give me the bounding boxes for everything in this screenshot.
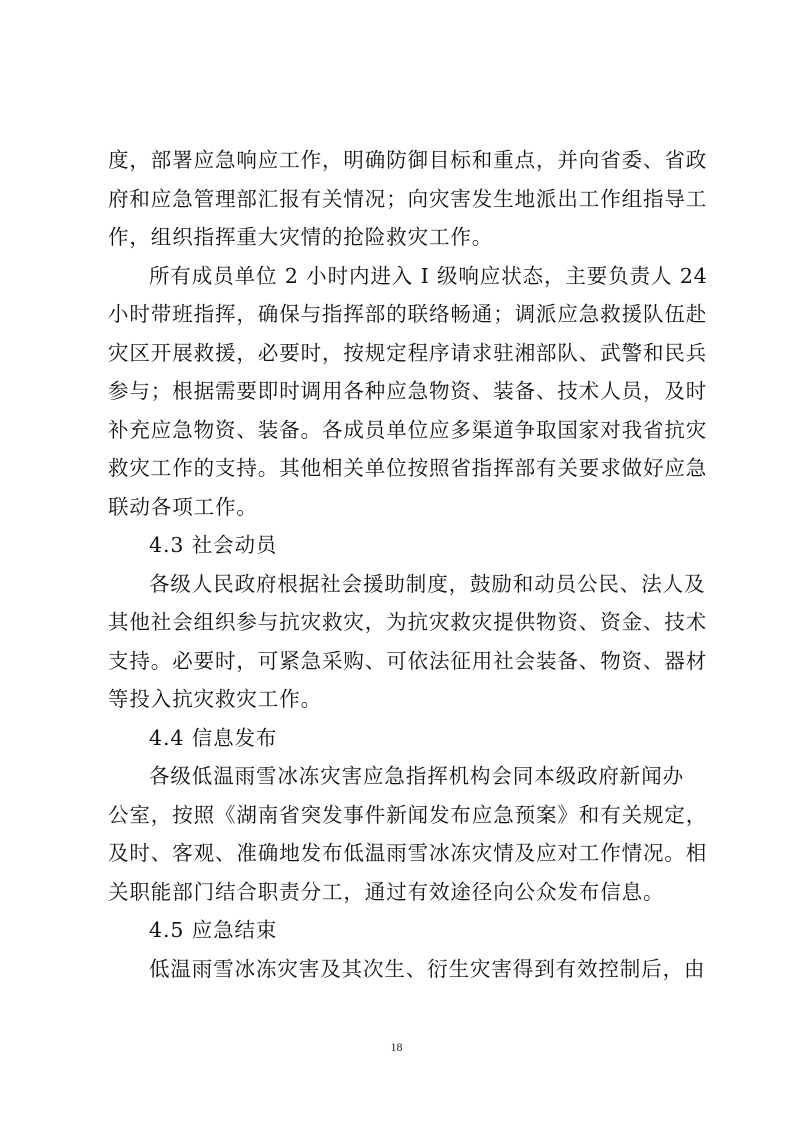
body-text-line: 各级人民政府根据社会援助制度，鼓励和动员公民、法人及	[149, 571, 706, 596]
body-text-line: 所有成员单位 2 小时内进入 Ⅰ 级响应状态，主要负责人 24	[149, 263, 708, 288]
section-heading: 4.3 社会动员	[149, 533, 278, 557]
body-text-line: 补充应急物资、装备。各成员单位应多渠道争取国家对我省抗灾	[108, 417, 708, 442]
body-text-line: 府和应急管理部汇报有关情况；向灾害发生地派出工作组指导工	[108, 186, 708, 211]
body-text-line: 其他社会组织参与抗灾救灾，为抗灾救灾提供物资、资金、技术	[108, 610, 708, 634]
body-text-line: 参与；根据需要即时调用各种应急物资、装备、技术人员，及时	[108, 379, 708, 403]
body-text-line: 度，部署应急响应工作，明确防御目标和重点，并向省委、省政	[108, 148, 708, 172]
body-text-line: 低温雨雪冰冻灾害及其次生、衍生灾害得到有效控制后，由	[149, 956, 706, 981]
body-text-line: 支持。必要时，可紧急采购、可依法征用社会装备、物资、器材	[108, 648, 708, 673]
page-number: 18	[390, 1040, 403, 1054]
body-text-line: 灾区开展救援，必要时，按规定程序请求驻湘部队、武警和民兵	[108, 340, 708, 365]
body-text-line: 作，组织指挥重大灾情的抢险救灾工作。	[108, 225, 494, 249]
body-text-line: 救灾工作的支持。其他相关单位按照省指挥部有关要求做好应急	[108, 456, 708, 480]
document-body	[108, 141, 708, 988]
body-text-line: 关职能部门结合职责分工，通过有效途径向公众发布信息。	[108, 879, 665, 904]
section-heading: 4.4 信息发布	[149, 725, 278, 750]
body-text-line: 小时带班指挥，确保与指挥部的联络畅通；调派应急救援队伍赴	[108, 302, 708, 326]
body-text-line: 等投入抗灾救灾工作。	[108, 687, 322, 711]
body-text-line: 各级低温雨雪冰冻灾害应急指挥机构会同本级政府新闻办	[149, 764, 684, 788]
body-text-line: 公室，按照《湖南省突发事件新闻发布应急预案》和有关规定，	[108, 802, 708, 827]
section-heading: 4.5 应急结束	[149, 918, 278, 942]
body-text-line: 及时、客观、准确地发布低温雨雪冰冻灾情及应对工作情况。相	[108, 841, 708, 865]
body-text-line: 联动各项工作。	[108, 494, 258, 519]
